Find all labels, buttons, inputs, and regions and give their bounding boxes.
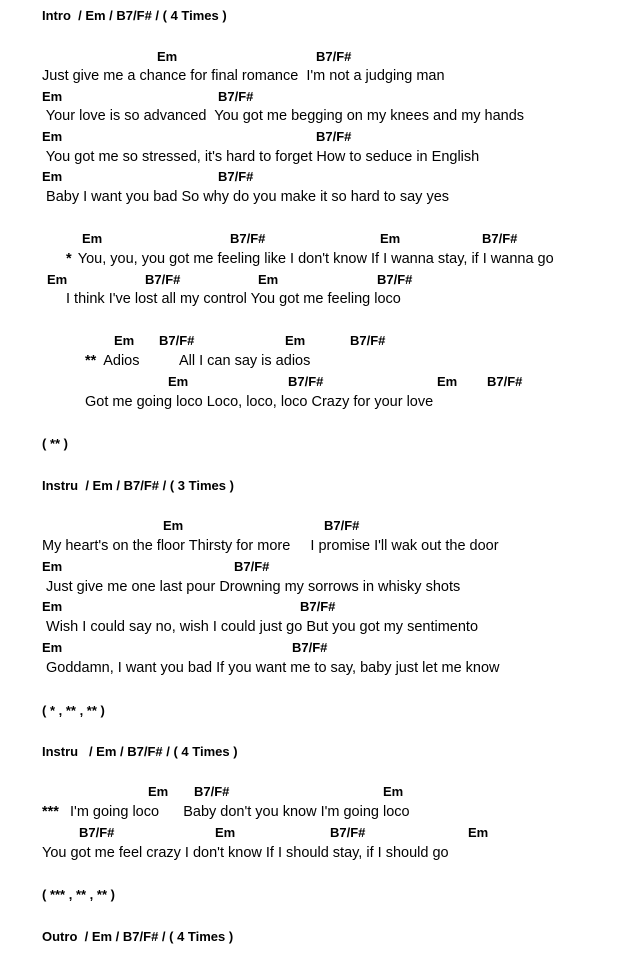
chord: Em: [82, 231, 103, 246]
chord: Em: [114, 333, 135, 348]
chord: Em: [437, 374, 458, 389]
instru-line: Instru / Em / B7/F# / ( 3 Times ): [42, 478, 234, 493]
chord: B7/F#: [145, 272, 181, 287]
chord: B7/F#: [79, 825, 115, 840]
chord: B7/F#: [288, 374, 324, 389]
chord: B7/F#: [300, 599, 336, 614]
lyric-line: Your love is so advanced You got me begging on my knees and my hands: [42, 108, 525, 124]
chord: Em: [42, 599, 63, 614]
chord: B7/F#: [377, 272, 413, 287]
chord: B7/F#: [350, 333, 386, 348]
lyric-line: I think I've lost all my control You got me feeling loco: [66, 291, 401, 307]
instru-line: Instru / Em / B7/F# / ( 4 Times ): [42, 744, 238, 759]
chord: Em: [163, 518, 184, 533]
lyric-line: You, you, you got me feeling like I don't know If I wanna stay, if I wanna go: [74, 251, 554, 267]
chord: B7/F#: [292, 640, 328, 655]
chord: Em: [148, 784, 169, 799]
chord: Em: [380, 231, 401, 246]
lyric-line: I'm going loco Baby don't you know I'm going loco: [66, 804, 410, 820]
repeat-marker: ( *** , ** , ** ): [42, 887, 115, 902]
chord: B7/F#: [316, 49, 352, 64]
chord: Em: [47, 272, 68, 287]
chord: Em: [468, 825, 489, 840]
chorus-marker: *: [66, 251, 72, 267]
chord: Em: [383, 784, 404, 799]
chord: Em: [258, 272, 279, 287]
lyric-line: My heart's on the floor Thirsty for more I promise I'll wak out the door: [42, 538, 499, 554]
lyric-line: Got me going loco Loco, loco, loco Crazy for your love: [85, 394, 434, 410]
chord: B7/F#: [218, 169, 254, 184]
chord: Em: [42, 169, 63, 184]
chord: B7/F#: [230, 231, 266, 246]
outro-line: Outro / Em / B7/F# / ( 4 Times ): [42, 929, 234, 944]
chord: Em: [285, 333, 306, 348]
intro-line: Intro / Em / B7/F# / ( 4 Times ): [42, 8, 227, 23]
chord: Em: [42, 89, 63, 104]
chord: Em: [168, 374, 189, 389]
chord: Em: [157, 49, 178, 64]
repeat-marker: ( * , ** , ** ): [42, 703, 105, 718]
chord: B7/F#: [218, 89, 254, 104]
chord: B7/F#: [330, 825, 366, 840]
lyric-line: Baby I want you bad So why do you make it so hard to say yes: [42, 189, 450, 205]
chord: B7/F#: [159, 333, 195, 348]
chord: B7/F#: [482, 231, 518, 246]
bridge-marker: ***: [42, 804, 59, 820]
chord: Em: [215, 825, 236, 840]
lyric-line: Wish I could say no, wish I could just go But you got my sentimento: [42, 619, 479, 635]
lyric-line: Goddamn, I want you bad If you want me to say, baby just let me know: [42, 660, 500, 676]
chord: Em: [42, 129, 63, 144]
chord: Em: [42, 640, 63, 655]
chord: B7/F#: [487, 374, 523, 389]
chord: B7/F#: [316, 129, 352, 144]
lyric-line: You got me feel crazy I don't know If I should stay, if I should go: [42, 845, 449, 861]
chord: B7/F#: [194, 784, 230, 799]
lyric-line: Just give me a chance for final romance I'm not a judging man: [42, 68, 445, 84]
lyric-line: Just give me one last pour Drowning my sorrows in whisky shots: [42, 579, 461, 595]
chorus-marker: **: [85, 353, 97, 369]
chord: Em: [42, 559, 63, 574]
repeat-marker: ( ** ): [42, 436, 68, 451]
lyric-line: You got me so stressed, it's hard to forget How to seduce in English: [42, 149, 480, 165]
chord: B7/F#: [234, 559, 270, 574]
lyric-line: Adios All I can say is adios: [100, 353, 311, 369]
chord: B7/F#: [324, 518, 360, 533]
